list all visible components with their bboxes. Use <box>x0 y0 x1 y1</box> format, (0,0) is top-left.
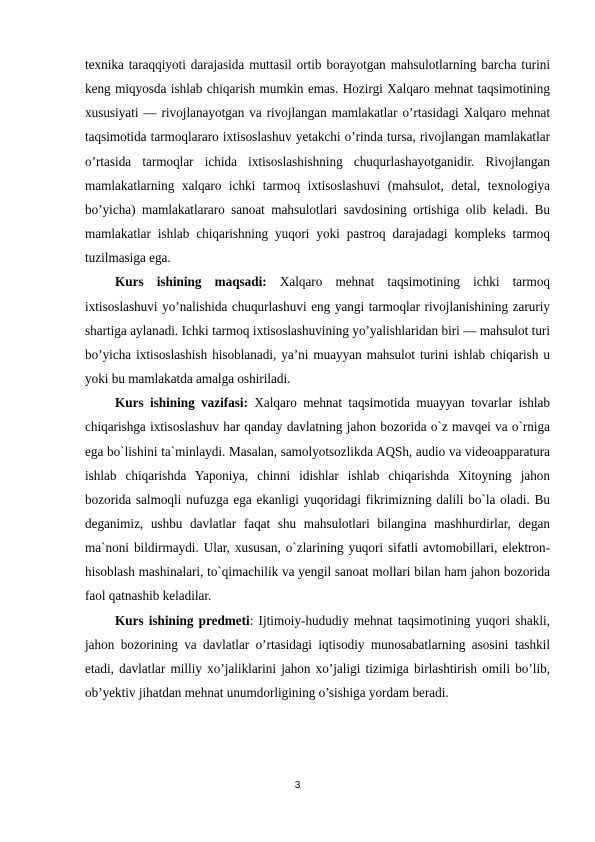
paragraph-intro <box>85 53 550 270</box>
paragraph-goal <box>85 270 550 391</box>
paragraph-text: Xalqaro mehnat taqsimotining ichki tarmoq ixtisoslashuvi yo’nalishida chuqurlashuvi eng yangi tarmoqlar rivojlanishining zaruriy shartiga aylanadi. Ichki tarmoq ixtisoslashuvining yo’yalishlaridan biri — mahsulot turi bo’yicha ixtisoslashish hisoblanadi, ya’ni muayyan mahsulot turini ishlab chiqarish u yoki bu mamlakatda amalga oshiriladi. <box>85 274 551 387</box>
paragraph-text: texnika taraqqiyoti darajasida muttasil ortib borayotgan mahsulotlarning barcha turini keng miqyosda ishlab chiqarish mumkin emas. Hozirgi Xalqaro mehnat taqsimotining xususiyati — rivojlanayotgan va rivojlangan mamlakatlar o’rtasidagi Xalqaro mehnat taqsimotida tarmoqlararo ixtisoslashuv yetakchi o’rinda tursa, rivojlangan mamlakatlar o’rtasida tarmoqlar ichida ixtisoslashishning chuqurlashayotganidir. Rivojlangan mamlakatlarning xalqaro ichki tarmoq ixtisoslashuvi (mahsulot, detal, texnologiya bo’yicha) mamlakatlararo sanoat mahsulotlari savdosining ortishiga olib keladi. Bu mamlakatlar ishlab chiqarishning yuqori yoki pastroq darajadagi kompleks tarmoq tuzilmasiga ega. <box>85 57 550 266</box>
paragraph-subject <box>85 609 550 706</box>
page-number: 3 <box>294 780 301 791</box>
paragraph-task <box>85 391 550 608</box>
paragraph-text: : Ijtimoiy-hududiy mehnat taqsimotining yuqori shakli, jahon bozorining va davlatlar o’rtasidagi iqtisodiy munosabatlarning asosini tashkil etadi, davlatlar milliy xo’jaliklarini jahon xo’jaligi tizimiga birlashtirish omili bo’lib, ob’yektiv jihatdan mehnat unumdorligining o’sishiga yordam beradi. <box>85 612 550 701</box>
paragraph-text: Xalqaro mehnat taqsimotida muayyan tovarlar ishlab chiqarishga ixtisoslashuv har qanday davlatning jahon bozorida o`z mavqei va o`rniga ega bo`lishini ta`minlaydi. Masalan, samolyotsozlikda AQSh, audio va videoapparatura ishlab chiqarishda Yaponiya, chinni idishlar ishlab chiqarishda Xitoyning jahon bozorida salmoqli nufuzga ega ekanligi yuqoridagi fikrimizning dalili bo`la oladi. Bu deganimiz, ushbu davlatlar faqat shu mahsulotlari bilangina mashhurdirlar, degan ma`noni bildirmaydi. Ular, xususan, o`zlarining yuqori sifatli avtomobillari, elektron-hisoblash mashinalari, to`qimachilik va yengil sanoat mollari bilan ham jahon bozorida faol qatnashib keladilar. <box>85 395 550 604</box>
paragraph-label: Kurs ishining predmeti <box>115 612 250 628</box>
paragraph-label: Kurs ishining vazifasi: <box>115 395 248 411</box>
body-text <box>85 53 550 705</box>
paragraph-label: Kurs ishining maqsadi: <box>115 274 267 290</box>
